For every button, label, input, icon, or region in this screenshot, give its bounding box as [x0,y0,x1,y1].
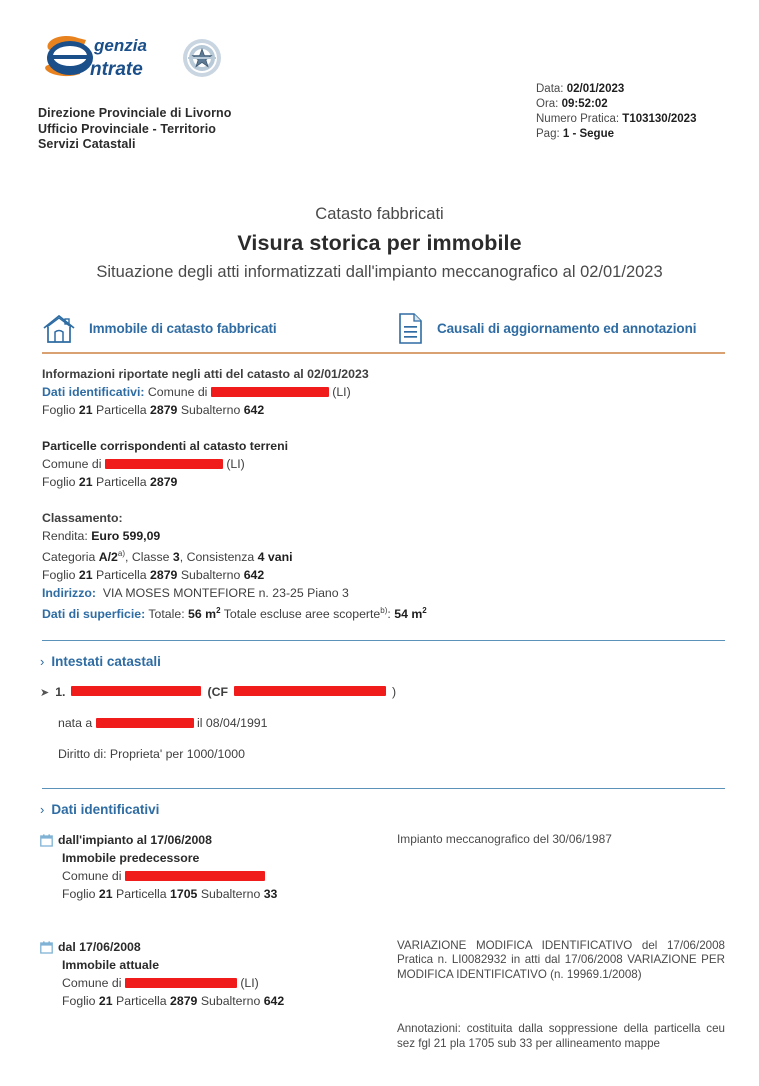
calendar-icon [40,941,53,954]
page-subtitle: Situazione degli atti informatizzati dall'impianto meccanografico al 02/01/2023 [96,262,663,281]
redacted-history-comune [125,871,265,881]
hist-subalterno-value: 33 [263,886,278,901]
classamento-block [42,509,725,623]
hist2-foglio-value: 21 [98,993,113,1008]
meta-pag-label: Pag: [536,128,560,140]
foglio-value: 21 [78,402,93,417]
cl-particella-value: 2879 [150,567,178,582]
comune-prefix: Comune di [147,384,208,399]
page-title: Visura storica per immobile [237,230,522,255]
meta-data-row [536,82,696,97]
immobile-info-block [42,365,725,419]
cl-particella-label: Particella [96,567,147,582]
chevron-right-icon: › [40,653,45,669]
hist2-subalterno-label: Subalterno [200,993,261,1008]
history-entry-status: Immobile predecessore [62,850,200,865]
history-entry-foglio [62,885,397,903]
section-column-headers [42,312,725,354]
history-entry-comune [62,867,397,885]
classe-comma: , [179,549,184,564]
redacted-comune-particelle [105,459,223,469]
hist-foglio-value: 21 [98,886,113,901]
history-entry-left-2 [40,939,397,1052]
particelle-particella-value: 2879 [150,474,178,489]
particelle-block [42,437,725,491]
section-title-intestati [40,654,725,669]
hist2-foglio-label: Foglio [62,993,96,1008]
history-entry-left [40,832,397,903]
indirizzo-line [42,584,725,602]
cl-subalterno-label: Subalterno [180,567,241,582]
divider-intestati [42,640,725,641]
particelle-comune-line [42,455,725,473]
column-header-causali-label: Causali di aggiornamento ed annotazioni [437,320,697,336]
consistenza-value: 4 vani [257,549,293,564]
superficie-escluse-unit-sup: 2 [422,605,427,615]
cl-foglio-value: 21 [78,567,93,582]
history-entry-date-label: dall'impianto al 17/06/2008 [58,832,212,847]
dati-identificativi-line [42,383,725,401]
intestato-birth-line [58,714,725,732]
intestato-entry [40,683,725,702]
office-line-2: Ufficio Provinciale - Territorio [38,121,216,136]
nata-date: il 08/04/1991 [197,715,268,730]
svg-text:genzia: genzia [94,36,147,55]
section-title-dati-label: Dati identificativi [51,801,160,817]
rendita-line [42,527,725,545]
meta-data-value: 02/01/2023 [566,83,625,95]
history-entry-right [397,832,725,903]
hist-particella-label: Particella [116,886,167,901]
history-entry-date-2 [40,939,397,956]
particelle-heading: Particelle corrispondenti al catasto terreni [42,438,289,453]
hist2-subalterno-value: 642 [263,993,285,1008]
indirizzo-value: VIA MOSES MONTEFIORE n. 23-25 Piano 3 [102,585,349,600]
redacted-comune [211,387,329,397]
particelle-foglio-label: Foglio [42,474,76,489]
redacted-codice-fiscale [234,686,386,696]
column-header-causali [397,312,725,345]
superficie-colon: : [387,606,391,621]
classe-value: 3 [172,549,180,564]
subalterno-value: 642 [243,402,265,417]
classamento-heading: Classamento: [42,510,123,525]
meta-pratica-label: Numero Pratica: [536,113,620,125]
meta-ora-value: 09:52:02 [561,98,608,110]
categoria-label: Categoria [42,549,96,564]
document-icon [397,312,424,345]
meta-pag-row [536,127,696,142]
categoria-footnote: a) [117,548,126,558]
particelle-particella-label: Particella [96,474,147,489]
history-entry-annotation: Annotazioni: costituita dalla soppressione della particella ceu sez fgl 21 pla 1705 sub 33 per allineamento mappe [397,1022,725,1050]
dati-identificativi-label: Dati identificativi: [42,384,145,399]
indirizzo-label: Indirizzo: [42,585,96,600]
history-entry-comune-2 [62,974,397,992]
history-entry [40,939,725,1052]
particelle-foglio-line [42,473,725,491]
rendita-value: Euro 599,09 [91,528,161,543]
intestato-number: 1. [55,684,66,699]
hist2-particella-label: Particella [116,993,167,1008]
section-title-dati-identificativi [40,802,725,817]
superficie-totale-label: Totale: [148,606,185,621]
divider-dati-identificativi [42,788,725,789]
redacted-birthplace [96,718,194,728]
subalterno-label: Subalterno [180,402,241,417]
particelle-comune-province: (LI) [226,456,245,471]
hist2-particella-value: 2879 [170,993,198,1008]
logo-graphic [38,26,228,84]
comune-province: (LI) [332,384,351,399]
history-entry-note: Impianto meccanografico del 30/06/1987 [397,831,612,846]
hist-subalterno-label: Subalterno [200,886,261,901]
particelle-foglio-value: 21 [78,474,93,489]
particella-label: Particella [96,402,147,417]
column-header-immobile-label: Immobile di catasto fabbricati [89,320,277,336]
rendita-label: Rendita: [42,528,88,543]
column-header-immobile [42,313,397,344]
cf-open: (CF [207,684,228,699]
consistenza-label: Consistenza [186,549,255,564]
cl-subalterno-value: 642 [243,567,265,582]
calendar-icon [40,834,53,847]
office-line-3: Servizi Catastali [38,137,136,151]
intestato-diritto-line: Diritto di: Proprieta' per 1000/1000 [58,746,245,761]
meta-pag-value: 1 - Segue [562,128,615,140]
history-comune-prefix-2: Comune di [62,975,122,990]
particelle-comune-prefix: Comune di [42,456,102,471]
house-icon [42,313,76,344]
nata-prefix: nata a [58,715,93,730]
superficie-footnote: b) [380,605,388,615]
superficie-escluse-label: Totale escluse aree scoperte [223,606,381,621]
immobile-foglio-line [42,401,725,419]
immobile-section [42,365,725,623]
meta-ora-label: Ora: [536,98,559,110]
superficie-unit-sup: 2 [216,605,221,615]
office-line-1: Direzione Provinciale di Livorno [38,106,232,120]
classamento-foglio-line [42,566,725,584]
document-titles [0,203,759,284]
meta-pratica-row [536,112,696,127]
cl-foglio-label: Foglio [42,567,76,582]
categoria-value: A/2 [98,549,118,564]
categoria-line [42,545,725,566]
categoria-comma: , [125,549,129,564]
classe-label: Classe [131,549,170,564]
agenzia-entrate-logo [38,26,228,84]
superficie-line [42,602,725,623]
cf-close: ) [391,684,397,699]
document-meta [536,82,696,142]
document-header [0,0,759,153]
hist-particella-value: 1705 [170,886,198,901]
history-comune-province-2: (LI) [240,975,259,990]
meta-pratica-value: T103130/2023 [622,113,697,125]
arrow-bullet-icon: ➤ [40,686,50,699]
history-entry-foglio-2 [62,992,397,1010]
history-entry-causale: VARIAZIONE MODIFICA IDENTIFICATIVO del 17/06/2008 Pratica n. LI0082932 in atti dal 17/06/2008 VARIAZIONE PER MODIFICA IDENTIFICATIVO (n. 19969.1/2008) [397,938,725,981]
hist-foglio-label: Foglio [62,886,96,901]
foglio-label: Foglio [42,402,76,417]
meta-data-label: Data: [536,83,564,95]
immobile-heading: Informazioni riportate negli atti del catasto al 02/01/2023 [42,366,369,381]
svg-text:ntrate: ntrate [90,59,143,80]
redacted-intestato-name [71,686,201,696]
history-entry-date-label-2: dal 17/06/2008 [58,939,141,954]
history-entry-right-2 [397,939,725,1052]
superficie-label: Dati di superficie: [42,606,146,621]
superficie-totale-value: 56 m [188,606,217,621]
history-comune-prefix: Comune di [62,868,122,883]
chevron-right-icon-2: › [40,801,45,817]
superficie-escluse-value: 54 m [394,606,423,621]
particella-value: 2879 [150,402,178,417]
history-entry-date [40,832,397,849]
meta-ora-row [536,97,696,112]
history-entry [40,832,725,903]
section-title-intestati-label: Intestati catastali [51,653,161,669]
redacted-history-comune-2 [125,978,237,988]
history-entry-status-2: Immobile attuale [62,957,160,972]
catasto-type: Catasto fabbricati [315,204,444,223]
